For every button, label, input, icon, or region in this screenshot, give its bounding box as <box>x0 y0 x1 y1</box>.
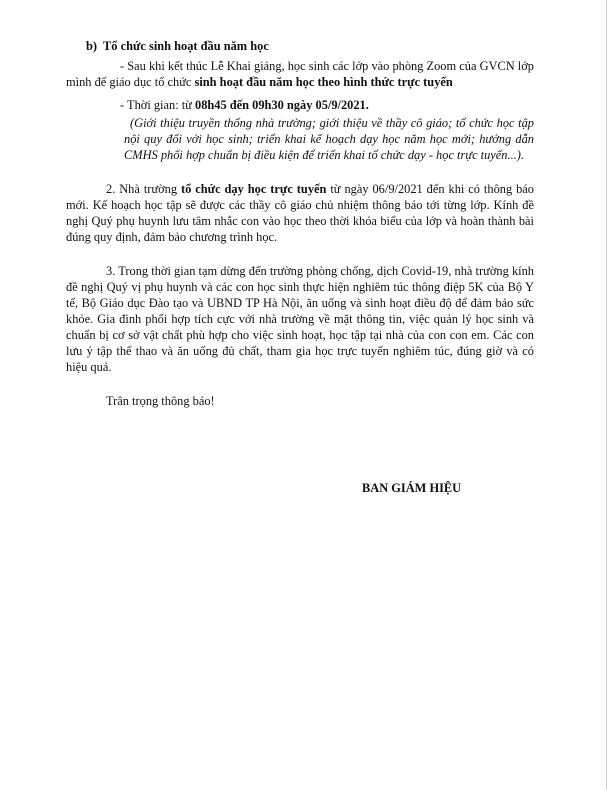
bullet-2-bold: 08h45 đến 09h30 ngày 05/9/2021. <box>195 98 369 112</box>
section-b-heading <box>86 38 534 54</box>
section-b-label: b) <box>86 39 98 53</box>
item-2-text-before: 2. Nhà trường <box>106 182 181 196</box>
bullet-1-text: - Sau khi kết thúc Lễ Khai giảng, học sinh các lớp vào phòng Zoom của GVCN lớp mình để giáo dục tổ chức <box>66 59 534 89</box>
closing-line: Trân trọng thông báo! <box>106 394 215 408</box>
item-2-bold: tổ chức dạy học trực tuyến <box>181 182 327 196</box>
document-body <box>66 38 534 409</box>
item-3-covid-guidance: 3. Trong thời gian tạm dừng đến trường phòng chống, dịch Covid-19, nhà trường kính đề nghị Quý vị phụ huynh và các con học sinh thực hiện nghiêm túc thông điệp 5K của Bộ Y tế, Bộ Giáo dục Đào tạo và UBND TP Hà Nội, ăn uống và sinh hoạt điều độ để đảm bảo sức khỏe. Gia đình phối hợp tích cực với nhà trường về mặt thông tin, việc quản lý học sinh và chuẩn bị cơ sở vật chất phù hợp cho việc sinh hoạt, học tập tại nhà của con con em. Các con lưu ý tập thể thao và ăn uống đủ chất, tham gia học trực tuyến nghiêm túc, đúng giờ và có hiệu quả. <box>66 264 534 374</box>
page-edge <box>606 0 607 790</box>
bullet-1-bold: sinh hoạt đầu năm học theo hình thức trực tuyến <box>194 75 453 89</box>
bullet-after-opening-ceremony <box>66 58 534 90</box>
bullet-2-text: - Thời gian: từ <box>120 98 195 112</box>
signature-block: BAN GIÁM HIỆU <box>362 481 462 495</box>
item-2-text-after: từ ngày 06/9/2021 đến khi có thông báo mới. Kế hoạch học tập sẽ được các thầy cô giáo chủ nhiệm thông báo tới từng lớp. Kính đề nghị Quý phụ huynh lưu tâm nhắc con vào học theo thời khóa biểu của lớp và hoàn thành bài đúng quy định, đảm bảo chương trình học. <box>66 182 534 244</box>
item-2-online-teaching <box>66 181 534 245</box>
section-b-title: Tổ chức sinh hoạt đầu năm học <box>103 39 269 53</box>
activity-note: (Giới thiệu truyền thống nhà trường; giới thiệu về thầy cô giáo; tổ chức học tập nội quy đối với học sinh; triển khai kế hoạch dạy học năm học mới; hướng dẫn CMHS phối hợp chuẩn bị điều kiện để triển khai tổ chức dạy - học trực tuyến...). <box>124 116 534 162</box>
bullet-time <box>66 97 534 113</box>
